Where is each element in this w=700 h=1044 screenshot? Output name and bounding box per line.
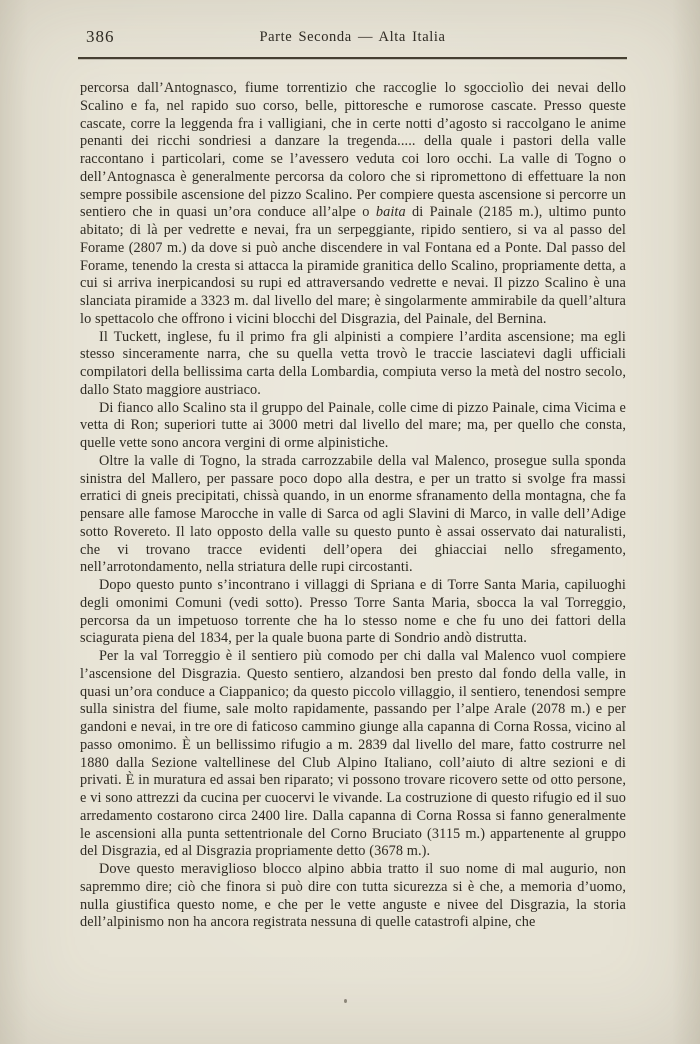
text-run: percorsa dall’Antognasco, fiume torrentizio che raccoglie lo sgocciolìo dei nevai dello Scalino e fa, nel rapido suo corso, belle, pittoresche e rumorose cascate. Presso queste cascate, corre la leggenda fra i valligiani, che in certe notti d’agosto si raccolgano le anime penanti dei ricchi sondriesi a danzare la tregenda..... della quale i pastori della valle raccontano i particolari, come se l’avessero veduta coi loro occhi. La valle di Togno o dell’Antognasca è generalmente percorsa da coloro che si ripromettono di effettuare la non sempre possibile ascensione del pizzo Scalino. Per compiere questa ascensione si percorre un sentiero che in quasi un’ora conduce all’alpe o — [80, 80, 626, 221]
text-run: Dopo questo punto s’incontrano i villaggi di Spriana e di Torre Santa Maria, capiluoghi degli omonimi Comuni (vedi sotto). Presso Torre Santa Maria, sbocca la val Torreggio, percorsa da un impetuoso torrente che ha lo stesso nome e che fu uno dei fattori della sciagurata piena del 1834, per la quale buona parte di Sondrio andò distrutta. — [80, 577, 626, 647]
header-rule — [78, 57, 627, 59]
text-run: di Painale (2185 m.), ultimo punto abitato; di là per vedrette e nevai, fra un serpeggiante, ripido sentiero, si va al passo del Forame (2807 m.) da dove si può anche discendere in val Fontana ed a Ponte. Dal passo del Forame, tenendo la cresta si attacca la piramide granitica dello Scalino, propriamente detta, a cui si arriva inerpicandosi su rupi ed attraversando vedrette e nevai. Il pizzo Scalino è una slanciata piramide a 3323 m. dal livello del mare; è singolarmente ammirabile da quell’altura lo spettacolo che offrono i vicini blocchi del Disgrazia, del Painale, del Bernina. — [80, 204, 626, 327]
text-run: Oltre la valle di Togno, la strada carrozzabile della val Malenco, prosegue sulla sponda sinistra del Mallero, per passare poco dopo alla destra, e per un tratto si svolge fra massi erratici di gneis precipitati, chissà quando, in un enorme sfranamento della montagna, che fa pensare alle famose Marocche in valle di Sarca od agli Slavini di Marco, in valle dell’Adige sotto Rovereto. Il lato opposto della valle su questo punto è assai osservato dai naturalisti, che vi trovano tracce evidenti dell’opera dei ghiacciai nello sfregamento, nell’arrotondamento, nella striatura delle rupi circostanti. — [80, 452, 626, 576]
italic-text-run: baita — [375, 204, 406, 221]
scan-speck — [344, 999, 347, 1003]
paragraph — [80, 453, 626, 577]
page-number: 386 — [86, 27, 115, 46]
paragraph — [80, 80, 626, 329]
paragraph — [80, 400, 626, 453]
running-title: Parte Seconda — Alta Italia — [259, 29, 446, 45]
page-header — [80, 27, 625, 49]
text-block — [80, 80, 626, 932]
text-run: Dove questo meraviglioso blocco alpino abbia tratto il suo nome di mal augurio, non sapremmo dire; ciò che finora si può dire con tutta sicurezza si è che, a memoria d’uomo, nulla giustifica questo nome, e che per le vette anguste e nivee del Disgrazia, la storia dell’alpinismo non ha ancora registrata nessuna di quelle catastrofi alpine, che — [80, 861, 626, 931]
text-run: Per la val Torreggio è il sentiero più comodo per chi dalla val Malenco vuol compiere l’ascensione del Disgrazia. Questo sentiero, alzandosi ben presto dal fondo della valle, in quasi un’ora conduce a Ciappanico; da questo piccolo villaggio, il sentiero, tenendosi sempre sulla sinistra del fiume, sale molto rapidamente, passando per l’alpe Arale (2078 m.) e per gandoni e nevai, in tre ore di faticoso cammino giunge alla capanna di Corna Rossa, vicino al passo omonimo. È un bellissimo rifugio a m. 2839 dal livello del mare, fatto costrurre nel 1880 dalla Sezione valtellinese del Club Alpino Italiano, coll’aiuto di altre sezioni e di privati. È in muratura ed assai ben riparato; vi possono trovare ricovero sette od otto persone, e vi sono attrezzi da cucina per cuocervi le vivande. La costruzione di questo rifugio ed il suo arredamento costarono circa 2400 lire. Dalla capanna di Corna Rossa si fanno generalmente le ascensioni alla punta settentrionale del Corno Bruciato (3115 m.) appartenente al gruppo del Disgrazia, ed al Disgrazia propriamente detto (3678 m.). — [80, 648, 626, 860]
paragraph — [80, 861, 626, 932]
paragraph — [80, 648, 626, 861]
paragraph — [80, 577, 626, 648]
text-run: Il Tuckett, inglese, fu il primo fra gli alpinisti a compiere l’ardita ascensione; ma egli stesso sinceramente narra, che su quella vetta trovò le traccie lasciatevi dagli ufficiali compilatori della bellissima carta della Lombardia, compiuta verso la metà del nostro secolo, dallo Stato maggiore austriaco. — [80, 328, 626, 398]
text-run: Di fianco allo Scalino sta il gruppo del Painale, colle cime di pizzo Painale, cima Vicima e vetta di Ron; superiori tutte ai 3000 metri dal livello del mare; ma, per quello che consta, quelle vette sono ancora vergini di orme alpinistiche. — [80, 399, 626, 451]
paragraph — [80, 329, 626, 400]
